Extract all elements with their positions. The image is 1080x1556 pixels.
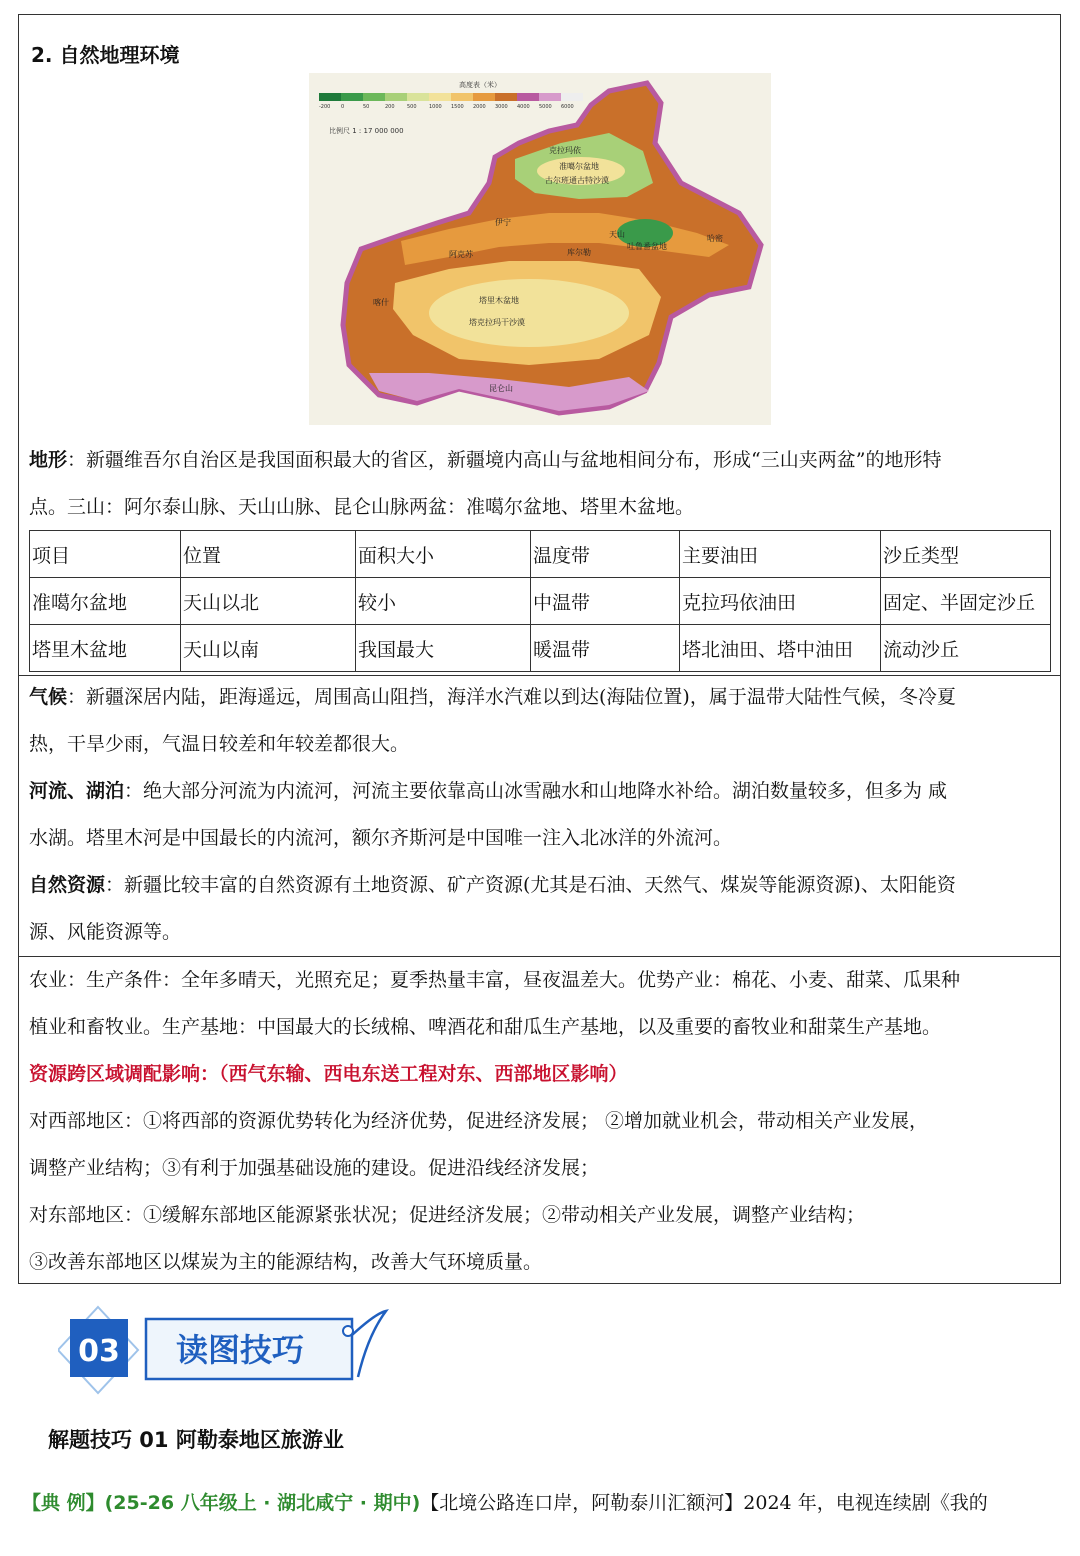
- agriculture-text-1: 农业：生产条件：全年多晴天，光照充足；夏季热量丰富，昼夜温差大。优势产业：棉花、小麦、甜菜、瓜果种: [29, 969, 961, 991]
- map-label: 塔克拉玛干沙漠: [469, 318, 525, 327]
- table-header: 项目: [30, 531, 181, 578]
- table-cell: 准噶尔盆地: [30, 578, 181, 625]
- legend-tick: 6000: [561, 104, 574, 110]
- map-label: 克拉玛依: [549, 146, 581, 155]
- banner-pin: [343, 1326, 353, 1336]
- legend-tick: 200: [385, 104, 395, 110]
- table-cell: 我国最大: [356, 625, 531, 672]
- table-cell: 暖温带: [531, 625, 680, 672]
- resources-text-2: 源、风能资源等。: [29, 921, 182, 943]
- agriculture-transfer-panel: [18, 956, 1061, 1284]
- map-label: 喀什: [373, 298, 389, 307]
- table-header: 位置: [181, 531, 356, 578]
- terrain-paragraph: [29, 437, 1050, 531]
- table-cell: 流动沙丘: [881, 625, 1051, 672]
- legend-tick: 3000: [495, 104, 508, 110]
- map-label: 昆仑山: [489, 384, 513, 393]
- section-banner: [58, 1305, 398, 1395]
- table-header: 温度带: [531, 531, 680, 578]
- east-text-1: 对东部地区：①缓解东部地区能源紧张状况；促进经济发展；②带动相关产业发展，调整产业结构；: [29, 1204, 866, 1226]
- table-cell: 塔北油田、塔中油田: [680, 625, 881, 672]
- map-label: 古尔班通古特沙漠: [545, 176, 609, 185]
- table-cell: 中温带: [531, 578, 680, 625]
- banner-number: 03: [78, 1334, 120, 1369]
- resources-label: 自然资源: [29, 874, 106, 896]
- legend-tick: 1000: [429, 104, 442, 110]
- east-text-2: ③改善东部地区以煤炭为主的能源结构，改善大气环境质量。: [29, 1251, 543, 1273]
- resources-text-1: ：新疆比较丰富的自然资源有土地资源、矿产资源(尤其是石油、天然气、煤炭等能源资源)、太阳能资: [105, 874, 956, 896]
- rivers-label: 河流、湖泊: [29, 780, 125, 802]
- table-row: [30, 578, 1051, 625]
- legend-tick: -200: [319, 104, 331, 110]
- table-cell: 较小: [356, 578, 531, 625]
- legend-tick: 1500: [451, 104, 464, 110]
- legend-tick: 50: [363, 104, 370, 110]
- natural-geography-panel: [18, 14, 1061, 676]
- example-title: 【北境公路连口岸，阿勒泰川汇额河】: [420, 1492, 744, 1514]
- map-legend-title: 高度表（米）: [459, 81, 501, 89]
- map-legend-bar: [319, 93, 583, 101]
- agriculture-paragraph: [29, 957, 1050, 1286]
- west-text-2: 调整产业结构；③有利于加强基础设施的建设。促进沿线经济发展；: [29, 1157, 600, 1179]
- legend-tick: 4000: [517, 104, 530, 110]
- climate-paragraph: [29, 674, 1050, 768]
- tip-heading: 解题技巧 01 阿勒泰地区旅游业: [48, 1428, 344, 1452]
- map-label: 准噶尔盆地: [559, 162, 599, 171]
- climate-label: 气候: [29, 686, 68, 708]
- banner-scroll-curl: [352, 1311, 386, 1377]
- example-line: [22, 1488, 988, 1515]
- table-cell: 塔里木盆地: [30, 625, 181, 672]
- rivers-text-1: ：绝大部分河流为内流河，河流主要依靠高山冰雪融水和山地降水补给。湖泊数量较多，但多为 咸: [124, 780, 948, 802]
- banner-title: 读图技巧: [176, 1331, 305, 1369]
- map-label: 塔里木盆地: [479, 296, 519, 305]
- legend-tick: 500: [407, 104, 417, 110]
- map-label: 阿克苏: [449, 250, 473, 259]
- table-cell: 天山以南: [181, 625, 356, 672]
- map-label: 伊宁: [495, 218, 511, 227]
- legend-tick: 2000: [473, 104, 486, 110]
- table-header: 主要油田: [680, 531, 881, 578]
- climate-rivers-resources-panel: [18, 675, 1061, 957]
- terrain-label: 地形: [29, 449, 68, 471]
- basin-comparison-table: [29, 530, 1051, 672]
- table-header-row: [30, 531, 1051, 578]
- xinjiang-topographic-map: [309, 73, 771, 425]
- map-label: 吐鲁番盆地: [627, 242, 667, 251]
- map-scale: 比例尺 1 : 17 000 000: [329, 127, 404, 135]
- example-source: (25-26 八年级上 · 湖北咸宁 · 期中): [104, 1492, 421, 1514]
- legend-tick: 5000: [539, 104, 552, 110]
- table-cell: 克拉玛依油田: [680, 578, 881, 625]
- map-label: 天山: [609, 230, 625, 239]
- example-text: 2024 年，电视连续剧《我的: [743, 1492, 988, 1514]
- table-cell: 固定、半固定沙丘: [881, 578, 1051, 625]
- section-title: 2. 自然地理环境: [31, 43, 180, 67]
- table-header: 沙丘类型: [881, 531, 1051, 578]
- rivers-text-2: 水湖。塔里木河是中国最长的内流河，额尔齐斯河是中国唯一注入北冰洋的外流河。: [29, 827, 733, 849]
- climate-text-1: ：新疆深居内陆，距海遥远，周围高山阻挡，海洋水汽难以到达(海陆位置)，属于温带大陆性气候，冬冷夏: [67, 686, 956, 708]
- resources-paragraph: [29, 862, 1050, 956]
- table-cell: 天山以北: [181, 578, 356, 625]
- rivers-paragraph: [29, 768, 1050, 862]
- map-label: 哈密: [707, 234, 723, 243]
- terrain-text-2: 点。三山：阿尔泰山脉、天山山脉、昆仑山脉两盆：准噶尔盆地、塔里木盆地。: [29, 496, 695, 518]
- terrain-text-1: ：新疆维吾尔自治区是我国面积最大的省区，新疆境内高山与盆地相间分布，形成“三山夹两盆”的地形特: [67, 449, 942, 471]
- map-label: 库尔勒: [567, 248, 591, 257]
- legend-tick: 0: [341, 104, 345, 110]
- table-row: [30, 625, 1051, 672]
- example-tag: 【典 例】: [22, 1492, 105, 1514]
- west-text-1: 对西部地区：①将西部的资源优势转化为经济优势，促进经济发展； ②增加就业机会，带动相关产业发展，: [29, 1110, 929, 1132]
- taklimakan-desert: [429, 279, 629, 347]
- climate-text-2: 热，干旱少雨，气温日较差和年较差都很大。: [29, 733, 410, 755]
- agriculture-text-2: 植业和畜牧业。生产基地：中国最大的长绒棉、啤酒花和甜瓜生产基地，以及重要的畜牧业和甜菜生产基地。: [29, 1016, 942, 1038]
- table-header: 面积大小: [356, 531, 531, 578]
- transfer-heading: 资源跨区域调配影响：（西气东输、西电东送工程对东、西部地区影响）: [29, 1063, 628, 1085]
